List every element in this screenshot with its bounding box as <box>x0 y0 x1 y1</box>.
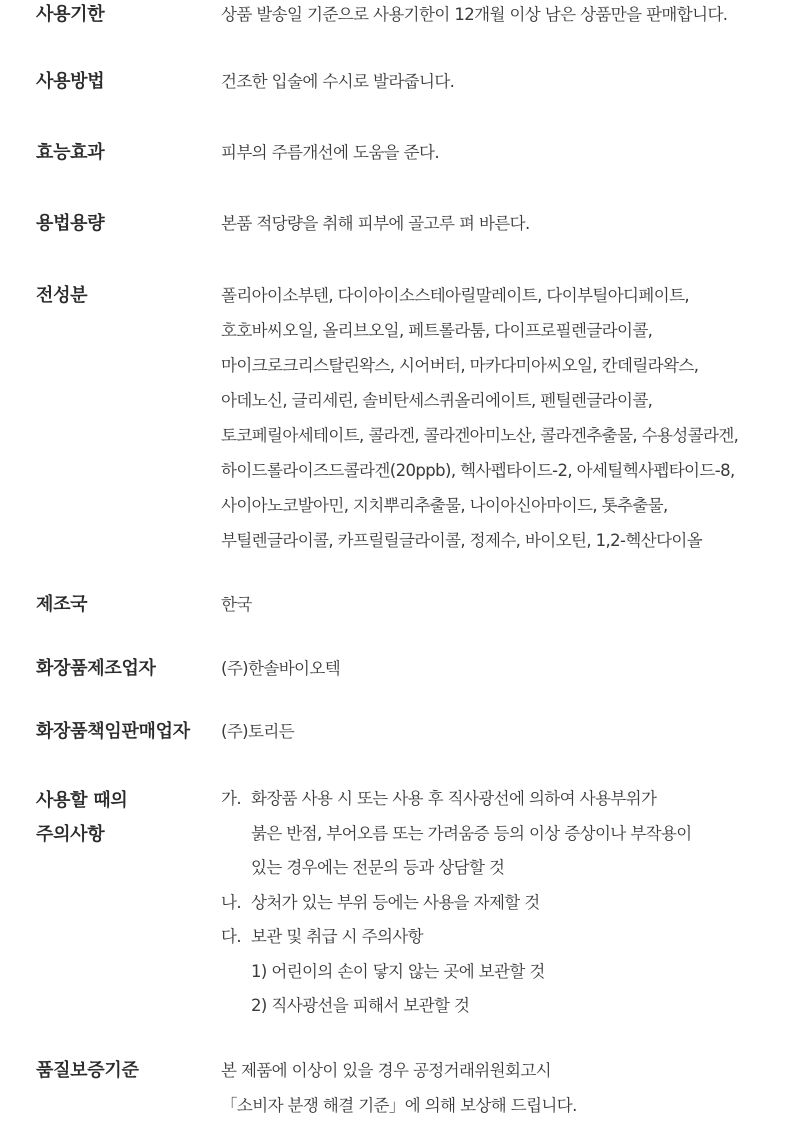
ingredients-line: 하이드롤라이즈드콜라겐(20ppb), 헥사펩타이드-2, 아세틸헥사펩타이드-8, <box>221 461 735 480</box>
caution-label-line: 주의사항 <box>36 824 105 845</box>
ingredients-line: 토코페릴아세테이트, 콜라겐, 콜라겐아미노산, 콜라겐추출물, 수용성콜라겐, <box>221 426 739 445</box>
caution-marker: 나. <box>221 892 241 912</box>
info-value-line: 본품 적당량을 취해 피부에 골고루 펴 바른다. <box>221 214 530 233</box>
caution-text: 2) 직사광선을 피해서 보관할 것 <box>251 996 470 1015</box>
info-value-line: 상품 발송일 기준으로 사용기한이 12개월 이상 남은 상품만을 판매합니다. <box>221 5 728 24</box>
caution-item <box>221 957 791 992</box>
info-value-origin <box>221 590 791 625</box>
caution-item <box>221 853 791 888</box>
info-label-expiry: 사용기한 <box>36 4 105 25</box>
info-label-ingredients: 전성분 <box>36 285 88 306</box>
info-value-expiry <box>221 0 791 35</box>
caution-item <box>221 922 791 957</box>
info-value-seller <box>221 717 791 752</box>
info-label-efficacy: 효능효과 <box>36 142 105 163</box>
quality-line: 「소비자 분쟁 해결 기준」에 의해 보상해 드립니다. <box>221 1096 577 1115</box>
info-value-line: 피부의 주름개선에 도움을 준다. <box>221 143 439 162</box>
info-value-line: 한국 <box>221 595 252 614</box>
info-value-quality <box>221 1056 791 1126</box>
info-label-caution <box>36 784 221 852</box>
info-label-seller: 화장품책임판매업자 <box>36 721 190 742</box>
caution-marker: 가. <box>221 789 241 808</box>
info-value-line: (주)한솔바이오텍 <box>221 659 341 678</box>
info-value-usage <box>221 67 791 102</box>
caution-text: 상처가 있는 부위 등에는 사용을 자제할 것 <box>251 892 540 912</box>
caution-item <box>221 991 791 1026</box>
caution-item <box>221 888 791 923</box>
ingredients-line: 사이아노코발아민, 지치뿌리추출물, 나이아신아마이드, 톳추출물, <box>221 496 668 515</box>
info-value-dosage <box>221 209 791 244</box>
quality-line: 본 제품에 이상이 있을 경우 공정거래위원회고시 <box>221 1061 552 1080</box>
ingredients-line: 마이크로크리스탈린왁스, 시어버터, 마카다미아씨오일, 칸데릴라왁스, <box>221 356 699 375</box>
caution-list <box>221 784 791 1026</box>
info-label-dosage: 용법용량 <box>36 213 105 234</box>
info-label-manufacturer: 화장품제조업자 <box>36 658 156 679</box>
info-value-efficacy <box>221 138 791 173</box>
ingredients-line: 부틸렌글라이콜, 카프릴릴글라이콜, 정제수, 바이오틴, 1,2-헥산다이올 <box>221 531 703 550</box>
caution-text: 붉은 반점, 부어오름 또는 가려움증 등의 이상 증상이나 부작용이 <box>251 823 692 843</box>
caution-label-line: 사용할 때의 <box>36 790 128 811</box>
ingredients-list <box>221 281 791 561</box>
info-label-origin: 제조국 <box>36 594 88 615</box>
caution-marker: 다. <box>221 927 241 946</box>
caution-text: 보관 및 취급 시 주의사항 <box>251 927 423 946</box>
ingredients-line: 폴리아이소부텐, 다이아이소스테아릴말레이트, 다이부틸아디페이트, <box>221 286 690 305</box>
caution-text: 있는 경우에는 전문의 등과 상담할 것 <box>251 858 505 877</box>
info-label-usage: 사용방법 <box>36 71 105 92</box>
caution-text: 화장품 사용 시 또는 사용 후 직사광선에 의하여 사용부위가 <box>251 789 657 808</box>
ingredients-line: 호호바씨오일, 올리브오일, 페트롤라툼, 다이프로필렌글라이콜, <box>221 321 653 340</box>
ingredients-line: 아데노신, 글리세린, 솔비탄세스퀴올리에이트, 펜틸렌글라이콜, <box>221 391 653 410</box>
info-value-line: (주)토리든 <box>221 722 295 741</box>
info-value-line: 건조한 입술에 수시로 발라줍니다. <box>221 72 455 91</box>
info-value-manufacturer <box>221 654 791 689</box>
info-label-quality: 품질보증기준 <box>36 1060 139 1081</box>
caution-text: 1) 어린이의 손이 닿지 않는 곳에 보관할 것 <box>251 961 545 981</box>
caution-item <box>221 784 791 819</box>
caution-item <box>221 819 791 854</box>
